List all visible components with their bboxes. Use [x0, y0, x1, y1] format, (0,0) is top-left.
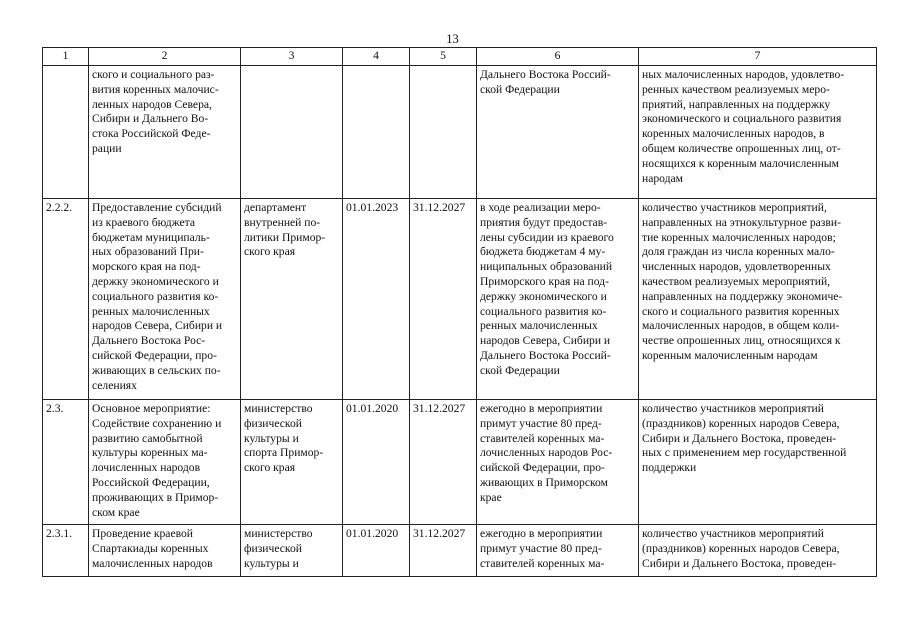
cell-number: 2.3.: [43, 400, 89, 525]
table-row-continuation: [43, 66, 877, 199]
cell-expected-result: Дальнего Востока Россий- ской Федерации: [477, 66, 639, 199]
table-header-row: [43, 48, 877, 66]
cell-start-date: 01.01.2020: [343, 525, 410, 577]
cell-end-date: 31.12.2027: [410, 199, 477, 400]
header-col-2: 2: [89, 48, 241, 66]
cell-expected-result: ежегодно в мероприятии примут участие 80 пред- ставителей коренных ма- лочисленных народов Рос- сийской Федерации, про- живающих в Приморском крае: [477, 400, 639, 525]
cell-responsible: [241, 66, 343, 199]
header-col-1: 1: [43, 48, 89, 66]
table-row-2-3: [43, 400, 877, 525]
cell-start-date: 01.01.2020: [343, 400, 410, 525]
header-col-3: 3: [241, 48, 343, 66]
cell-responsible: министерство физической культуры и: [241, 525, 343, 577]
table-row-2-2-2: [43, 199, 877, 400]
cell-indicator: количество участников мероприятий (праздников) коренных народов Севера, Сибири и Дальнего Востока, проведен- ных с применением мер государственной поддержки: [639, 400, 877, 525]
cell-number: [43, 66, 89, 199]
cell-number: 2.3.1.: [43, 525, 89, 577]
cell-end-date: 31.12.2027: [410, 525, 477, 577]
cell-number: 2.2.2.: [43, 199, 89, 400]
cell-start-date: 01.01.2023: [343, 199, 410, 400]
cell-responsible: министерство физической культуры и спорта Примор- ского края: [241, 400, 343, 525]
cell-name: Проведение краевой Спартакиады коренных малочисленных народов: [89, 525, 241, 577]
cell-end-date: 31.12.2027: [410, 400, 477, 525]
cell-indicator: количество участников мероприятий, направленных на этнокультурное разви- тие коренных малочисленных народов; доля граждан из числа коренных мало- численных народов, удовлетворенных качеством реализуемых мероприятий, направленных на поддержку экономиче- ского и социального развития коренных малочисленных народов, в общем коли- честве опрошенных лиц, относящихся к коренным малочисленным народам: [639, 199, 877, 400]
program-table: [42, 47, 877, 577]
header-col-7: 7: [639, 48, 877, 66]
cell-indicator: ных малочисленных народов, удовлетво- ренных качеством реализуемых меро- приятий, направленных на поддержку экономического и социального развития коренных малочисленных народов, в общем количестве опрошенных лиц, от- носящихся к коренным малочисленным народам: [639, 66, 877, 199]
cell-indicator: количество участников мероприятий (праздников) коренных народов Севера, Сибири и Дальнего Востока, проведен-: [639, 525, 877, 577]
cell-expected-result: в ходе реализации меро- приятия будут предостав- лены субсидии из краевого бюджета бюджетам 4 му- ниципальных образований Приморского края на под- держку экономического и социального развития ко- ренных малочисленных народов Севера, Сибири и Дальнего Востока Россий- ской Федерации: [477, 199, 639, 400]
header-col-6: 6: [477, 48, 639, 66]
cell-name: ского и социального раз- вития коренных малочис- ленных народов Севера, Сибири и Дальнего Во- стока Российской Феде- рации: [89, 66, 241, 199]
header-col-5: 5: [410, 48, 477, 66]
cell-name: Предоставление субсидий из краевого бюджета бюджетам муниципаль- ных образований При- морского края на под- держку экономического и социального развития ко- ренных малочисленных народов Севера, Сибири и Дальнего Востока Рос- сийской Федерации, про- живающих в сельских по- селениях: [89, 199, 241, 400]
table-row-2-3-1: [43, 525, 877, 577]
cell-expected-result: ежегодно в мероприятии примут участие 80 пред- ставителей коренных ма-: [477, 525, 639, 577]
header-col-4: 4: [343, 48, 410, 66]
cell-responsible: департамент внутренней по- литики Примор- ского края: [241, 199, 343, 400]
page-number: 13: [446, 32, 459, 46]
cell-end-date: [410, 66, 477, 199]
cell-name: Основное мероприятие: Содействие сохранению и развитию самобытной культуры коренных ма- лочисленных народов Российской Федерации, проживающих в Примор- ском крае: [89, 400, 241, 525]
cell-start-date: [343, 66, 410, 199]
